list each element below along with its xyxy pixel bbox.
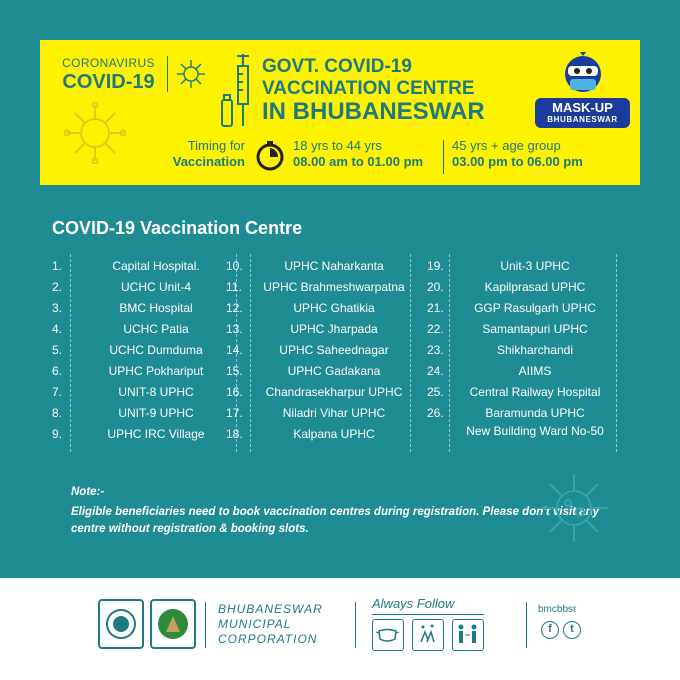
list-item [226,298,446,319]
centre-name: UPHC IRC Village [107,427,205,441]
centre-number: 26. [427,406,444,420]
centre-name: UPHC Jharpada [290,322,378,336]
mask-up-badge [535,98,630,128]
list-item [226,319,446,340]
timing-label [165,138,245,170]
timing-for-text: Timing for [187,138,245,153]
centre-number: 3. [52,301,63,315]
list-item [52,361,232,382]
centre-name: Samantapuri UPHC [482,322,588,336]
list-item [427,256,637,277]
centre-number: 22. [427,322,444,336]
centre-number: 13. [226,322,243,336]
centre-name: Kalpana UPHC [293,427,375,441]
bmc-logo [150,599,196,649]
title-line-3: IN BHUBANESWAR [262,98,485,125]
centre-number: 21. [427,301,444,315]
list-item [427,298,637,319]
centre-number: 8. [52,406,63,420]
centre-name: BMC Hospital [119,301,193,315]
list-item [52,382,232,403]
centre-name: UCHC Dumduma [109,343,203,357]
centre-name: UCHC Unit-4 [120,280,191,294]
list-item-extra [427,424,637,445]
centre-name: AIIMS [518,364,552,378]
list-item [427,277,637,298]
centre-name: Chandrasekharpur UPHC [265,385,403,399]
centre-name: UPHC Ghatikia [293,301,375,315]
list-item [427,382,637,403]
odisha-emblem [98,599,144,649]
slot-45-plus [452,138,583,170]
centre-name: Niladri Vihar UPHC [282,406,386,420]
column-divider [236,254,237,452]
list-item [52,298,232,319]
centre-name: UPHC Naharkanta [284,259,384,273]
column-divider [616,254,617,452]
centre-number: 2. [52,280,63,294]
centre-number: 11. [226,280,242,294]
centre-column-2 [226,256,446,445]
footer [0,578,680,680]
centre-name: Unit-3 UPHC [500,259,570,273]
virus-icon [175,58,207,90]
always-follow-label: Always Follow [372,596,455,611]
centre-name: UPHC Gadakana [287,364,381,378]
syringe-icon [218,52,256,130]
list-item [226,424,446,445]
slot1-time: 08.00 am to 01.00 pm [293,154,424,169]
centre-number: 1. [52,259,63,273]
divider [167,56,168,92]
centre-name: Central Railway Hospital [469,385,601,399]
slot-18-44 [293,138,423,170]
centre-number: 24. [427,364,444,378]
facebook-icon[interactable]: f [541,621,559,639]
centre-number: 23. [427,343,444,357]
centre-column-3 [427,256,637,445]
slot1-age: 18 yrs to 44 yrs [293,138,382,153]
title-line-1: GOVT. COVID-19 [262,56,412,77]
odisha-emblem-icon [105,606,137,642]
centre-number: 17. [226,406,243,420]
list-item [52,424,232,445]
list-item [427,340,637,361]
centre-name: UPHC Saheednagar [279,343,389,357]
centre-number: 20. [427,280,444,294]
title-line-2: VACCINATION CENTRE [262,78,475,99]
centre-name: Shikharchandi [496,343,574,357]
list-item [52,340,232,361]
list-item [427,361,637,382]
slot2-time: 03.00 pm to 06.00 pm [452,154,583,169]
list-item [226,340,446,361]
list-item [226,361,446,382]
centre-number: 9. [52,427,63,441]
hand-wash-icon [412,619,444,651]
bmc-logo-icon [157,606,189,642]
column-divider [410,254,411,452]
coronavirus-text: CORONAVIRUS [62,56,155,70]
divider [443,140,444,174]
divider [526,602,527,648]
vial-icon [222,95,232,126]
centre-number: 12. [226,301,243,315]
column-divider [449,254,450,452]
centre-name: Kapilprasad UPHC [484,280,586,294]
mascot-icon [560,50,606,100]
list-item [226,403,446,424]
centre-number: 7. [52,385,63,399]
corp-line-2: MUNICIPAL [218,617,292,631]
centre-number: 15. [226,364,243,378]
section-title: COVID-19 Vaccination Centre [52,218,303,238]
column-divider [250,254,251,452]
note-label: Note:- [71,486,105,498]
centre-number: 16. [226,385,243,399]
underline [372,614,484,615]
page-title [262,56,552,123]
vaccination-text: Vaccination [172,154,245,169]
list-item [52,277,232,298]
centre-number: 18. [226,427,243,441]
covid-label [56,56,161,94]
centre-name: UNIT-8 UPHC [118,385,194,399]
social-distance-icon [452,619,484,651]
mask-up-city: BHUBANESWAR [547,115,618,124]
note-body: Eligible beneficiaries need to book vaccination centres during registration. Please don't visit any centre without registration & booking slots. [71,506,600,535]
centre-number: 14. [226,343,243,357]
virus-icon [64,102,126,164]
slot2-age: 45 yrs + age group [452,138,561,153]
centre-name: Capital Hospital. [112,259,200,273]
centre-number: 25. [427,385,444,399]
centre-number: 4. [52,322,63,336]
virus-icon [536,470,612,546]
centre-number: 10. [226,259,243,273]
centre-name: UNIT-9 UPHC [118,406,194,420]
centre-name: UPHC Brahmeshwarpatna [263,280,405,294]
face-mask-icon [372,619,404,651]
centre-name: UCHC Patia [123,322,189,336]
list-item [226,382,446,403]
centre-26-address: New Building Ward No-50 [466,424,604,438]
list-item [52,319,232,340]
list-item [226,277,446,298]
header-banner [40,40,640,185]
corp-line-3: CORPORATION [218,632,318,646]
list-item [52,403,232,424]
divider [355,602,356,648]
mask-up-text: MASK-UP [552,100,613,115]
list-item [427,319,637,340]
covid-19-text: COVID-19 [62,71,155,93]
centre-name: GGP Rasulgarh UPHC [474,301,596,315]
divider [205,602,206,648]
corp-line-1: BHUBANESWAR [218,602,323,616]
centre-number: 6. [52,364,63,378]
column-divider [70,254,71,452]
twitter-icon[interactable]: t [563,621,581,639]
clock-icon [255,140,285,172]
list-item [427,403,637,424]
centre-name: Baramunda UPHC [485,406,585,420]
centre-number: 5. [52,343,63,357]
list-item [52,256,232,277]
centre-name: UPHC Pokhariput [108,364,204,378]
social-handle: bmcbbsr [538,604,577,615]
centre-number: 19. [427,259,444,273]
list-item [226,256,446,277]
mask-up-logo [535,50,630,128]
centre-column-1 [52,256,232,445]
corporation-name [218,602,323,647]
